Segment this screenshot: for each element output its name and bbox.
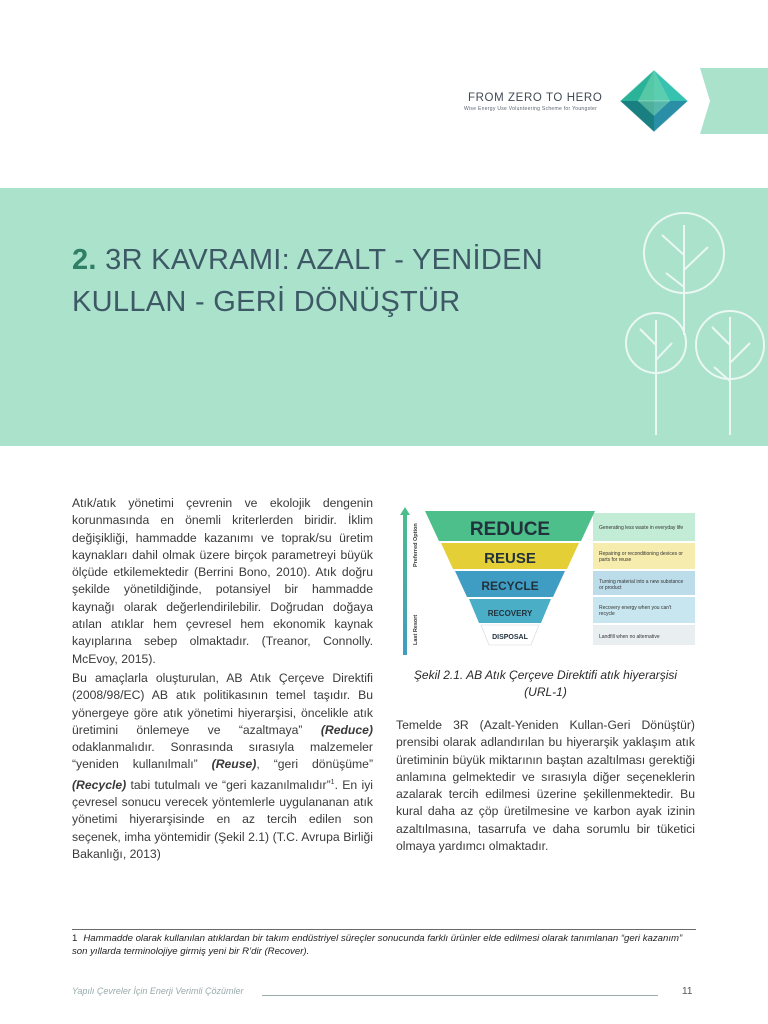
level-label-reduce: REDUCE — [469, 519, 551, 540]
body-paragraph-3 — [396, 717, 695, 855]
paragraph-text: Bu amaçlarla oluşturulan, AB Atık Çerçeve Direktifi (2008/98/EC) AB atık politikasının temel taşıdır. Bu yönergeye göre atık yönetimi hiyerarşisi, öncelikle atık üretimini önlemeye ve “azaltmaya” — [72, 671, 373, 737]
paragraph-text: , “geri dönüşüme” — [256, 757, 374, 772]
logo-tagline: Wise Energy Use Volunteering Scheme for Youngster — [464, 106, 598, 112]
figure-caption — [396, 667, 695, 701]
figure-caption-line2: (URL-1) — [524, 685, 567, 699]
paragraph-text: Atık/atık yönetimi çevrenin ve ekolojik dengenin korunmasında en önemli kriterlerden biridir. İklim değişikliği, hammadde kazanımı ve toprak/su üretim kaynakları dahil olmak üzere birçok parametreyi büyük ölçüde etkilemektedir (Berrini Bono, 2010). Atık doğru şekilde yönetildiğinde, potansiyel bir hammadde kaynağı olarak değerlendirilebilir. Doğrudan doğaya atılan atıklar hem çevresel hem ekonomik kaynak kayıplarına sebep olmaktadır. (Treanor, Connolly. McEvoy, 2015). — [72, 496, 373, 666]
footnote-divider — [72, 929, 696, 930]
paragraph-text: tabi tutulmalı ve “geri kazanılmalıdır” — [126, 777, 331, 792]
section-title-text1: 3R KAVRAMI: AZALT - YENİDEN — [105, 244, 544, 276]
emphasis-recycle: (Recycle) — [72, 777, 127, 792]
footer-divider — [262, 995, 658, 996]
level-desc-reuse-2: parts for reuse — [599, 557, 632, 563]
axis-label-last-resort: Last Resort — [413, 614, 419, 645]
footnote-number: 1 — [72, 933, 78, 944]
level-desc-recycle-1: Turning material into a new substance — [599, 579, 684, 585]
section-number: 2. — [72, 244, 97, 276]
footnote-reference[interactable]: 1 — [330, 778, 335, 786]
level-desc-reuse-1: Repairing or reconditioning devices or — [599, 551, 683, 557]
paragraph-text: Temelde 3R (Azalt-Yeniden Kullan-Geri Dönüştür) prensibi olarak adlandırılan bu hiyerarşik yaklaşım atık üretiminin büyük miktarının baştan azaltılması gerektiği anlamına gelmektedir ve sırasıyla diğer seçeneklerin azalarak tercih edilmesi üzerine şekillenmektedir. Bu kural daha az çöp üretilmesine ve karbon ayak izinin azaltılmasına, tasarrufa ve daha sorumlu bir tüketici olmaya yardımcı olmaktadır. — [396, 718, 695, 854]
level-desc-recovery-2: recycle — [599, 611, 615, 617]
body-paragraph-1 — [72, 495, 373, 668]
diamond-logo-icon — [618, 68, 690, 134]
paragraph-text: odaklanmalıdır. Sonrasında sırasıyla malzemeler “yeniden kullanılmalı” — [72, 740, 373, 772]
section-title-line1 — [72, 244, 543, 277]
logo-title: FROM ZERO TO HERO — [468, 92, 603, 104]
axis-label-preferred: Preferred Option — [413, 523, 419, 567]
level-label-reuse: REUSE — [484, 550, 536, 567]
emphasis-reduce: (Reduce) — [320, 722, 373, 737]
footnote-text: Hammadde olarak kullanılan atıklardan bir takım endüstriyel süreçler sonucunda farklı ürünler elde edilmesi olarak tanımlanan “geri kazanım” son yıllarda terminolojiye girmiş yeni bir R’dir (Recover). — [72, 933, 683, 957]
level-desc-disposal: Landfill when no alternative — [599, 634, 660, 640]
emphasis-reuse: (Reuse) — [211, 757, 257, 772]
tree-decoration-icon — [600, 195, 768, 443]
level-label-disposal: DISPOSAL — [492, 634, 528, 641]
body-paragraph-2 — [72, 670, 373, 863]
level-label-recycle: RECYCLE — [481, 579, 539, 593]
vertical-arrow-icon — [400, 507, 410, 655]
chevron-decoration-icon — [700, 68, 768, 134]
figure-caption-line1: Şekil 2.1. AB Atık Çerçeve Direktifi atık hiyerarşisi — [413, 668, 678, 682]
level-desc-recovery-1: Recovery energy when you can't — [599, 605, 672, 611]
page-number: 11 — [682, 986, 693, 997]
section-title-line2: KULLAN - GERİ DÖNÜŞTÜR — [72, 286, 461, 318]
paragraph-text: . En iyi çevresel sonucu verecek yöntemlerle uygulananan atık yönetimi hiyerarşisinde en az tercih edilen son seçenek, imha yöntemidir (Şekil 2.1) (T.C. Avrupa Birliği Bakanlığı, 2013) — [72, 777, 373, 862]
level-desc-reduce: Generating less waste in everyday life — [599, 525, 684, 531]
level-desc-recycle-2: or product — [599, 585, 622, 591]
level-label-recovery: RECOVERY — [487, 609, 533, 618]
waste-hierarchy-figure — [395, 505, 695, 660]
footer-publication-title: Yapılı Çevreler İçin Enerji Verimli Çözümler — [72, 986, 244, 996]
footnote — [72, 932, 698, 958]
